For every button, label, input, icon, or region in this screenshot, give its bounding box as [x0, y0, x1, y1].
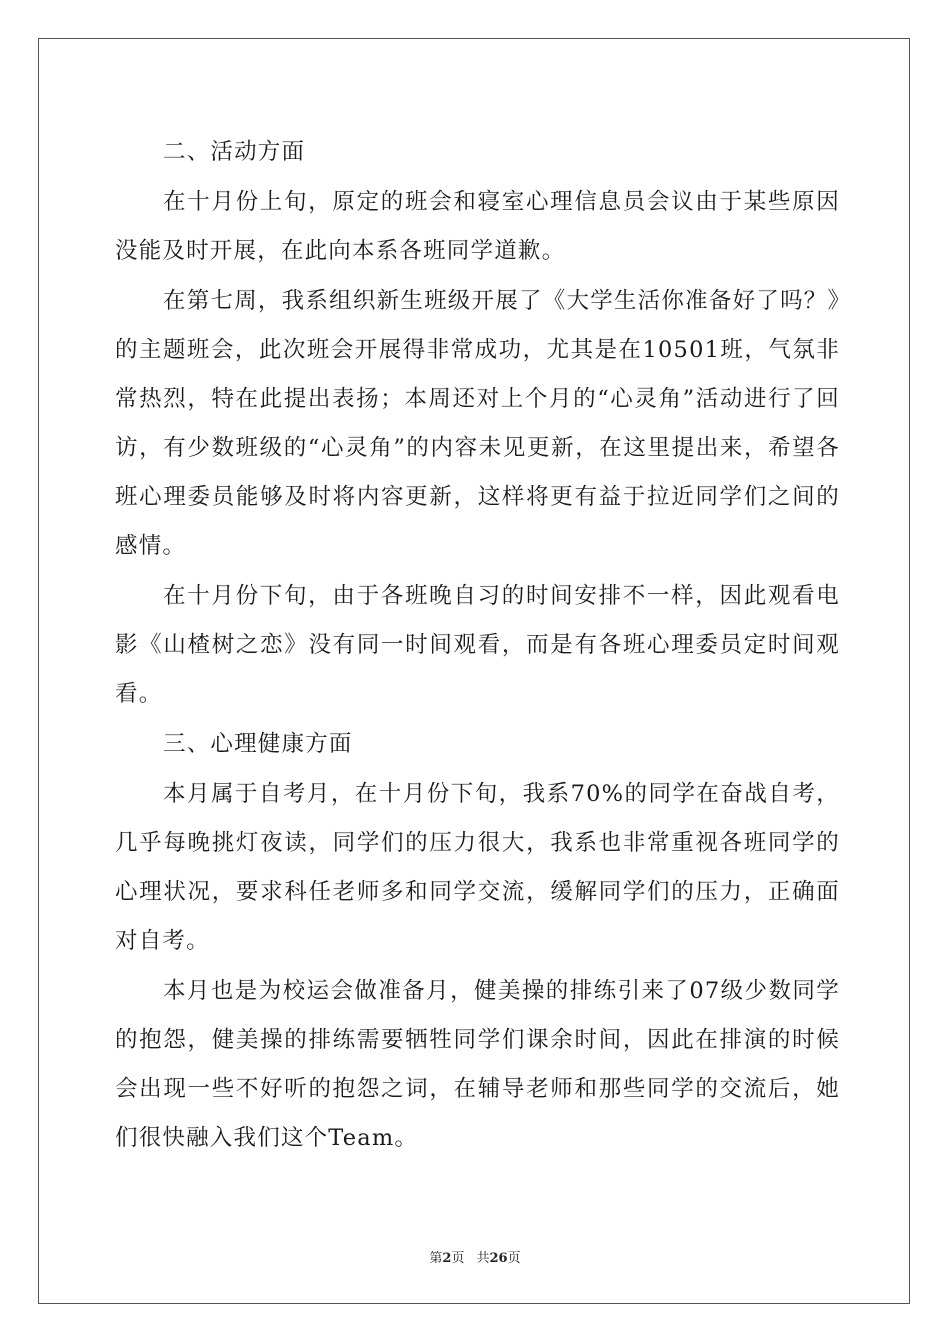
paragraph-meeting-delay: 在十月份上旬，原定的班会和寝室心理信息员会议由于某些原因没能及时开展，在此向本系各班同学道歉。: [115, 189, 840, 264]
paragraph-self-exam: 本月属于自考月，在十月份下旬，我系70%的同学在奋战自考，几乎每晚挑灯夜读，同学们的压力很大，我系也非常重视各班同学的心理状况，要求科任老师多和同学交流，缓解同学们的压力，正确面对自考。: [115, 781, 840, 954]
section-heading-mental-health: 三、心理健康方面: [163, 731, 353, 757]
paragraph-movie-viewing: 在十月份下旬，由于各班晚自习的时间安排不一样，因此观看电影《山楂树之恋》没有同一时间观看，而是有各班心理委员定时间观看。: [115, 583, 840, 707]
page-footer: [0, 1247, 950, 1266]
total-prefix: 共: [476, 1251, 490, 1266]
section-heading-activities: 二、活动方面: [163, 139, 306, 165]
paragraph-sports-meet: 本月也是为校运会做准备月，健美操的排练引来了07级少数同学的抱怨，健美操的排练需要牺牲同学们课余时间，因此在排演的时候会出现一些不好听的抱怨之词，在辅导老师和那些同学的交流后，她们很快融入我们这个Team。: [115, 978, 840, 1151]
document-body: [115, 128, 840, 1164]
page-number: 2: [442, 1251, 452, 1266]
total-suffix: 页: [507, 1251, 521, 1266]
paragraph-class-meeting: 在第七周，我系组织新生班级开展了《大学生活你准备好了吗？》的主题班会，此次班会开展得非常成功，尤其是在10501班，气氛非常热烈，特在此提出表扬；本周还对上个月的“心灵角”活动进行了回访，有少数班级的“心灵角”的内容未见更新，在这里提出来，希望各班心理委员能够及时将内容更新，这样将更有益于拉近同学们之间的感情。: [115, 288, 840, 559]
total-pages: 26: [489, 1251, 508, 1266]
page-prefix: 第: [429, 1251, 443, 1266]
page-suffix: 页: [451, 1251, 465, 1266]
